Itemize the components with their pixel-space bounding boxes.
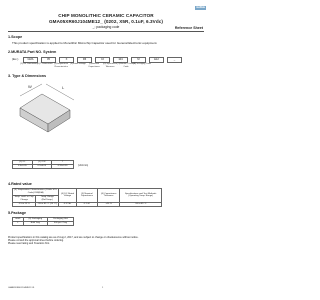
- reference-sheet-label: Reference Sheet: [174, 26, 203, 30]
- package-heading: 5.Package: [8, 211, 27, 215]
- rated-value-spec: -55 to 85 °C: [120, 202, 162, 206]
- pn-caption-3: (3)Temperature Characteristics: [53, 63, 69, 68]
- package-header-packaging: (8) Packaging: [23, 218, 47, 222]
- document-title-line2: GMA05XR60J104ME12_ (0202, X5R, 0.1uF, 6.3Vdc): [48, 19, 164, 24]
- rated-value-heading: 4.Rated value: [8, 182, 32, 186]
- header-divider: [8, 31, 204, 32]
- rated-value-voltage: 6.3 Vdc: [59, 202, 76, 206]
- dim-header-thickness: T: [52, 161, 74, 165]
- part-number-lead: (Ex.): [12, 57, 19, 61]
- dim-value-length: 0.5±0.05: [13, 165, 33, 169]
- note-line-1: Product specifications in this catalog are as of Aug 2, 2017, and are subject to change or obsolescence without notice.: [8, 236, 139, 239]
- scope-text: This product specification is applied to Monolithic Microchip Capacitor used for General Electronic equipment.: [12, 41, 158, 45]
- dim-value-thickness: 0.35±0.05: [52, 165, 74, 169]
- document-title-line1: CHIP MONOLITHIC CERAMIC CAPACITOR: [58, 13, 154, 18]
- rated-value-row: [13, 202, 162, 206]
- note-line-3: Please read rating and !Cautions first.: [8, 242, 50, 246]
- pn-code-7: M: [131, 57, 146, 63]
- dim-header-length: (1)-1 L: [13, 161, 33, 165]
- pn-caption-7: (7)Murata's Control Code: [117, 63, 135, 68]
- rated-subheader-range: Temp. Range (Ref.Temp.): [36, 195, 59, 202]
- document-id: GMA05XR60J104ME12-01: [8, 287, 35, 289]
- rated-value-range: -55 to 85 °C (25 °C): [37, 202, 57, 205]
- rated-header-spec: Specifications and Test Methods (Operating Temp. Range): [120, 189, 162, 203]
- length-label: L: [62, 85, 65, 90]
- rated-header-capacitance: (5) Nominal Capacitance: [76, 189, 97, 203]
- pn-code-6: 104: [113, 57, 128, 63]
- notes-block: [8, 236, 139, 246]
- rated-value-capacitance: 0.1 uF: [76, 202, 97, 206]
- pn-caption-6: (6)Capacitance Tolerance: [102, 63, 118, 68]
- rated-value-coeff: -15 to 15 %: [13, 202, 36, 206]
- package-table: [12, 217, 74, 226]
- rated-header-tolerance: (6) Capacitance Tolerance: [98, 189, 120, 203]
- package-header-unit: Packaging Unit: [47, 218, 73, 222]
- package-header-mark: mark: [13, 218, 24, 222]
- package-value-unit: 500 pcs./Tray: [47, 222, 73, 226]
- chip-dimension-drawing: [12, 82, 82, 142]
- murata-logo: [195, 6, 206, 10]
- width-label: W: [28, 84, 32, 89]
- part-number-heading: 2.MURATA Part NO. System: [8, 50, 57, 54]
- pn-caption-2: (2)T Dimensions: [37, 63, 53, 65]
- pn-caption-5: (5)Nominal Capacitance: [88, 63, 100, 68]
- rated-value-tolerance: ±20 %: [98, 202, 120, 206]
- package-value-row: [13, 222, 74, 226]
- scope-heading: 1.Scope: [8, 35, 23, 39]
- dim-value-width: 0.5±0.05: [32, 165, 52, 169]
- rated-header-temp-char: (3) Temperature Characteristics (Public STD Code):X5R(EIA): [14, 189, 58, 194]
- dimensions-table: [12, 160, 74, 169]
- dimensions-heading: 3. Type & Dimensions: [8, 74, 47, 78]
- dimensions-value-row: [13, 165, 74, 169]
- rated-header-voltage: (4) DC Rated Voltage: [59, 189, 76, 203]
- package-value-mark: L: [13, 222, 24, 226]
- pn-code-4: R6: [77, 57, 92, 63]
- package-value-packaging: Bulk Tray: [23, 222, 47, 226]
- pn-caption-1: (1)L/W Dimensions: [20, 63, 38, 65]
- pn-code-3: X: [59, 57, 74, 63]
- length-dimension-line: [46, 84, 74, 100]
- pn-code-2: 05: [41, 57, 56, 63]
- rated-subheader-coeff: Temp. coeff. or Cap. Change: [14, 196, 34, 201]
- rated-header-row: [13, 189, 162, 196]
- pn-code-1: GMA: [23, 57, 38, 63]
- dimensions-unit: (Unit:mm): [78, 165, 89, 167]
- pn-caption-8: (8)Packaging Code: [133, 63, 151, 65]
- logo-text: muRata: [196, 6, 205, 9]
- pn-code-5: 0J: [95, 57, 110, 63]
- rated-value-table: [12, 188, 162, 207]
- pn-caption-4: (4)Rated Voltage: [70, 63, 86, 65]
- page-number: 1: [102, 287, 104, 289]
- pn-code-8: E12: [149, 57, 164, 63]
- note-line-2: Please consult the approval sheet before ordering.: [8, 239, 64, 243]
- packaging-code-note: _: packaging code: [92, 25, 120, 29]
- pn-code-9: _: [167, 57, 182, 63]
- dim-header-width: (1)-2 W: [32, 161, 52, 165]
